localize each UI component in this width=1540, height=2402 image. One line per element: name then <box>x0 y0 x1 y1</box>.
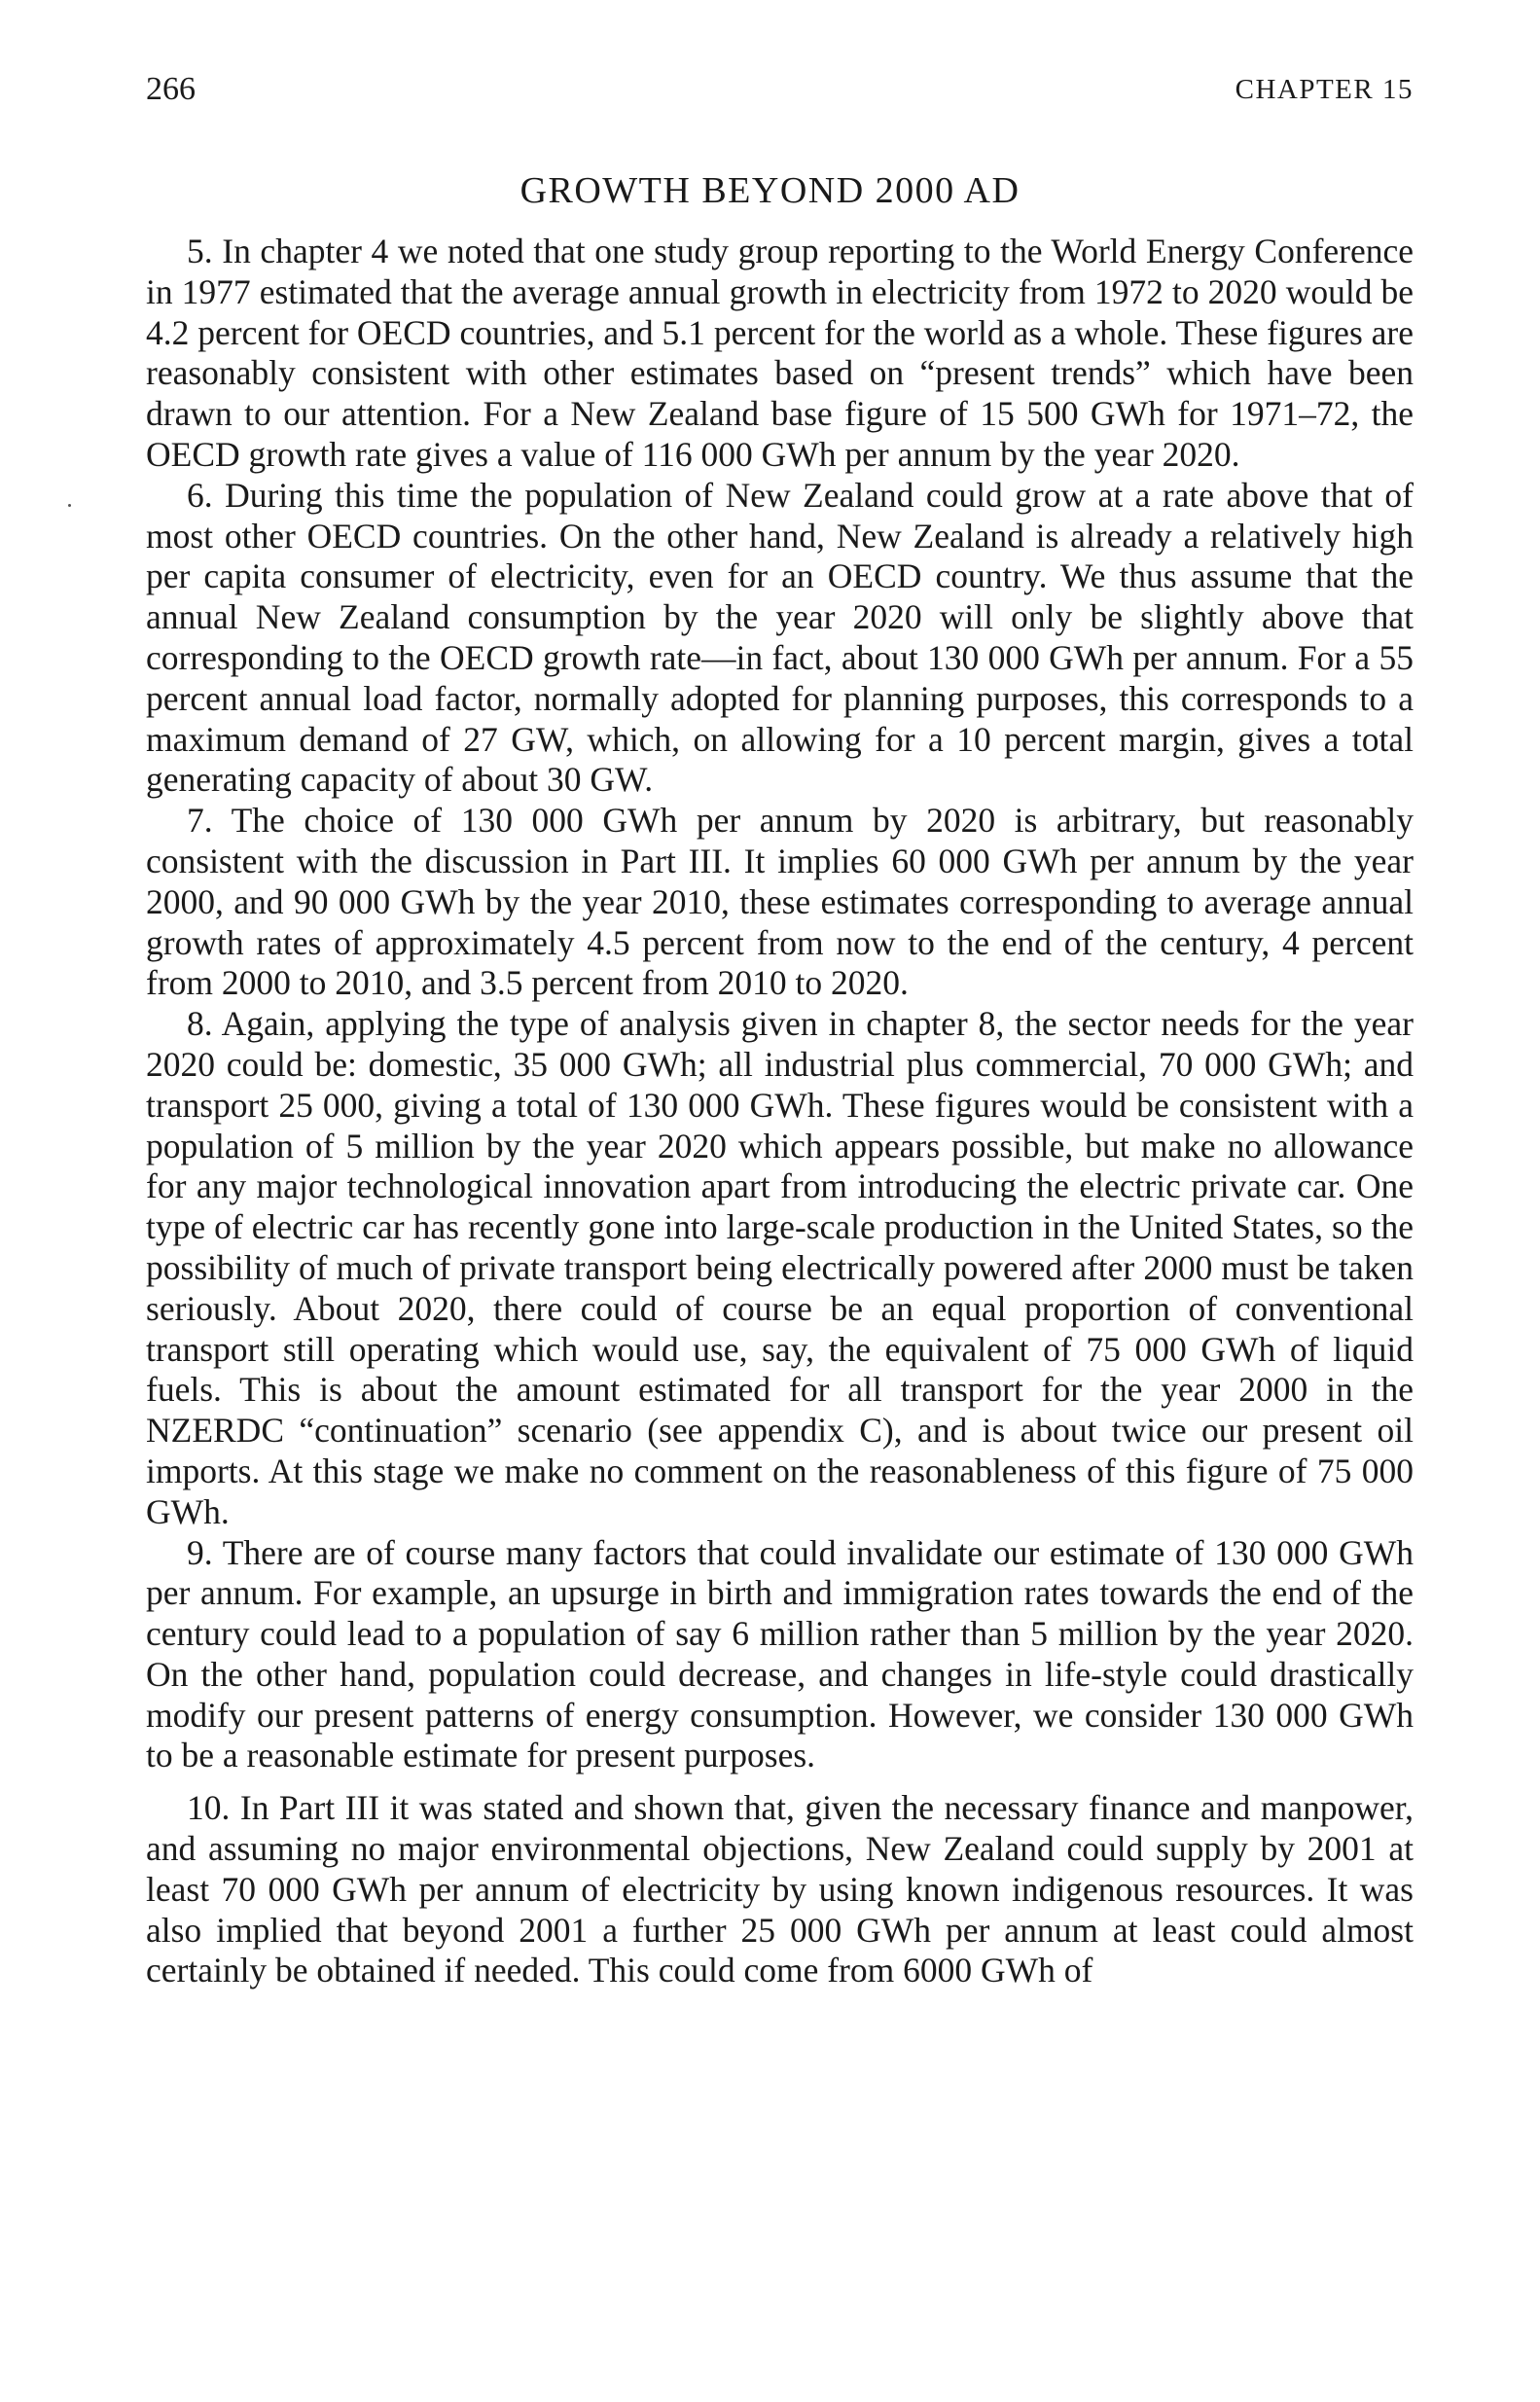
paragraph-5: 5. In chapter 4 we noted that one study group reporting to the World Energy Conference in 1977 estimated that the average annual growth in electricity from 1972 to 2020 would be 4.2 percent for OECD countries, and 5.1 percent for the world as a whole. These figures are reasonably consistent with other estimates based on “present trends” which have been drawn to our attention. For a New Zealand base figure of 15 500 GWh for 1971–72, the OECD growth rate gives a value of 116 000 GWh per annum by the year 2020. <box>146 232 1414 474</box>
paragraph-10: 10. In Part III it was stated and shown that, given the necessary finance and manpower, and assuming no major environmental objections, New Zealand could supply by 2001 at least 70 000 GWh per annum of electricity by using known indigenous resources. It was also implied that beyond 2001 a further 25 000 GWh per annum at least could almost certainly be obtained if needed. This could come from 6000 GWh of <box>146 1788 1414 1990</box>
running-head <box>146 68 1414 111</box>
paragraph-8: 8. Again, applying the type of analysis given in chapter 8, the sector needs for the year 2020 could be: domestic, 35 000 GWh; all industrial plus commercial, 70 000 GWh; and transport 25 000, giving a total of 130 000 GWh. These figures would be consistent with a population of 5 million by the year 2020 which appears possible, but make no allowance for any major technological innovation apart from introducing the electric private car. One type of electric car has recently gone into large-scale production in the United States, so the possibility of much of private transport being electrically powered after 2000 must be taken seriously. About 2020, there could of course be an equal proportion of conventional transport still operating which would use, say, the equivalent of 75 000 GWh of liquid fuels. This is about the amount estimated for all transport for the year 2000 in the NZERDC “continuation” scenario (see appendix C), and is about twice our present oil imports. At this stage we make no comment on the reasonableness of this figure of 75 000 GWh. <box>146 1004 1414 1531</box>
section-heading: GROWTH BEYOND 2000 AD <box>519 170 1021 211</box>
paragraph-9: 9. There are of course many factors that could invalidate our estimate of 130 000 GWh per annum. For example, an upsurge in birth and immigration rates towards the end of the century could lead to a population of say 6 million rather than 5 million by the year 2020. On the other hand, population could decrease, and changes in life-style could drastically modify our present patterns of energy consumption. However, we consider 130 000 GWh to be a reasonable estimate for present purposes. <box>146 1532 1414 1775</box>
body-text <box>146 232 1414 1991</box>
paragraph-6: 6. During this time the population of New Zealand could grow at a rate above that of most other OECD countries. On the other hand, New Zealand is already a relatively high per capita consumer of electricity, even for an OECD country. We thus assume that the annual New Zealand consumption by the year 2020 will only be slightly above that corresponding to the OECD growth rate—in fact, about 130 000 GWh per annum. For a 55 percent annual load factor, normally adopted for planning purposes, this corresponds to a maximum demand of 27 GW, which, on allowing for a 10 percent margin, gives a total generating capacity of about 30 GW. <box>146 475 1414 800</box>
page-number: 266 <box>146 71 196 107</box>
margin-speck <box>68 504 71 507</box>
paragraph-7: 7. The choice of 130 000 GWh per annum by 2020 is arbitrary, but reasonably consistent with the discussion in Part III. It implies 60 000 GWh per annum by the year 2000, and 90 000 GWh by the year 2010, these estimates corresponding to average annual growth rates of approximately 4.5 percent from now to the end of the century, 4 percent from 2000 to 2010, and 3.5 percent from 2010 to 2020. <box>146 801 1414 1003</box>
chapter-label: CHAPTER 15 <box>1235 74 1414 105</box>
